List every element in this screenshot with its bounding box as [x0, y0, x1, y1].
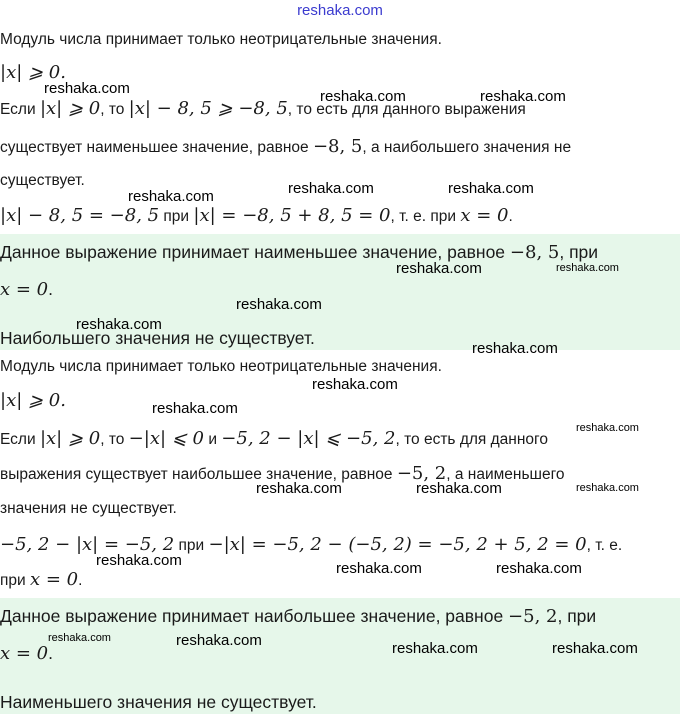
watermark: reshaka.com [320, 88, 406, 105]
watermark: reshaka.com [480, 88, 566, 105]
p2-line1: Модуль числа принимает только неотрицательные значения. [0, 358, 442, 375]
p2-line5: значения не существует. [0, 500, 177, 517]
watermark: reshaka.com [152, 400, 238, 417]
watermark: reshaka.com [256, 480, 342, 497]
p1-line4: существует наименьшее значение, равное −8, 5, а наибольшего значения не [0, 136, 572, 157]
site-title[interactable]: reshaka.com [297, 2, 383, 19]
p2-line7: при x = 0. [0, 569, 83, 590]
watermark: reshaka.com [556, 262, 619, 274]
watermark: reshaka.com [48, 632, 111, 644]
p1-line2: |x| ⩾ 0. [0, 62, 66, 83]
p2-line3: Если |x| ⩾ 0, то −|x| ⩽ 0 и −5, 2 − |x| ⩽ −5, 2, то есть для данного [0, 428, 548, 449]
watermark: reshaka.com [392, 640, 478, 657]
a1-line3: Наибольшего значения не существует. [0, 328, 315, 348]
a2-line1: Данное выражение принимает наибольшее значение, равное −5, 2, при [0, 606, 597, 627]
watermark: reshaka.com [396, 260, 482, 277]
watermark: reshaka.com [576, 482, 639, 494]
a2-line3: Наименьшего значения не существует. [0, 692, 317, 712]
watermark: reshaka.com [288, 180, 374, 197]
watermark: reshaka.com [496, 560, 582, 577]
watermark: reshaka.com [44, 80, 130, 97]
watermark: reshaka.com [336, 560, 422, 577]
watermark: reshaka.com [236, 296, 322, 313]
watermark: reshaka.com [576, 422, 639, 434]
p1-line5: существует. [0, 172, 85, 189]
p2-line6: −5, 2 − |x| = −5, 2 при −|x| = −5, 2 − (−5, 2) = −5, 2 + 5, 2 = 0, т. е. [0, 534, 623, 555]
a1-line2: x = 0. [0, 279, 54, 300]
p2-line2: |x| ⩾ 0. [0, 390, 66, 411]
watermark: reshaka.com [552, 640, 638, 657]
p1-line3: Если |x| ⩾ 0, то |x| − 8, 5 ⩾ −8, 5, то есть для данного выражения [0, 98, 526, 119]
watermark: reshaka.com [176, 632, 262, 649]
watermark: reshaka.com [76, 316, 162, 333]
watermark: reshaka.com [96, 552, 182, 569]
watermark: reshaka.com [128, 188, 214, 205]
a1-line1: Данное выражение принимает наименьшее значение, равное −8, 5, при [0, 242, 599, 263]
a2-line2: x = 0. [0, 643, 54, 664]
p2-line4: выражения существует наибольшее значение, равное −5, 2, а наименьшего [0, 463, 565, 484]
watermark: reshaka.com [448, 180, 534, 197]
watermark: reshaka.com [312, 376, 398, 393]
p1-line6: |x| − 8, 5 = −8, 5 при |x| = −8, 5 + 8, 5 = 0, т. е. при x = 0. [0, 205, 513, 226]
p1-line1: Модуль числа принимает только неотрицательные значения. [0, 31, 442, 48]
watermark: reshaka.com [416, 480, 502, 497]
watermark: reshaka.com [472, 340, 558, 357]
